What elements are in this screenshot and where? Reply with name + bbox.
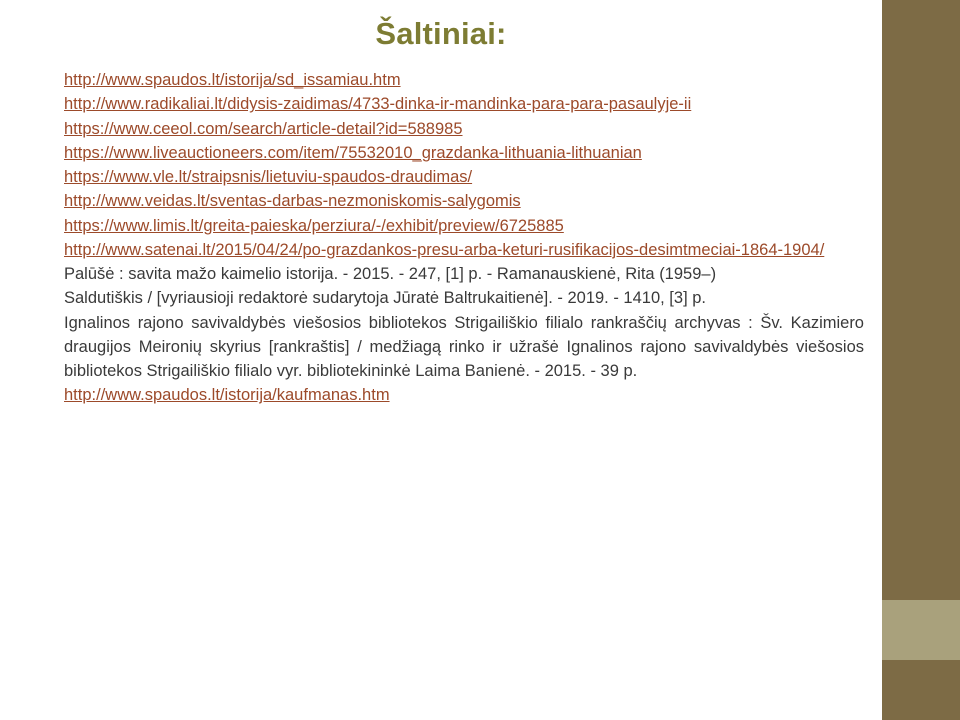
decorative-bar-bottom (882, 660, 960, 720)
reference-item: Saldutiškis / [vyriausioji redaktorė sudarytoja Jūratė Baltrukaitienė]. - 2019. - 1410, [3] p. (64, 289, 706, 308)
page-title: Šaltiniai: (375, 16, 507, 51)
list-item (64, 214, 864, 238)
list-item (64, 92, 864, 116)
list-item (64, 117, 864, 141)
source-link-final[interactable]: http://www.spaudos.lt/istorija/kaufmanas.htm (64, 386, 390, 405)
source-link[interactable]: https://www.liveauctioneers.com/item/75532010_grazdanka-lithuania-lithuanian (64, 143, 642, 162)
source-link[interactable]: http://www.radikaliai.lt/didysis-zaidimas/4733-dinka-ir-mandinka-para-para-pasaulyje-ii (64, 95, 692, 114)
decorative-bar-top (882, 0, 960, 600)
source-link[interactable]: https://www.limis.lt/greita-paieska/perziura/-/exhibit/preview/6725885 (64, 216, 564, 235)
list-item (64, 141, 864, 165)
list-item (64, 189, 864, 213)
list-item (64, 383, 864, 407)
list-item (64, 165, 864, 189)
source-link[interactable]: http://www.satenai.lt/2015/04/24/po-grazdankos-presu-arba-keturi-rusifikacijos-desimtmeciai-1864-1904/ (64, 240, 825, 259)
list-item (64, 238, 864, 262)
source-link[interactable]: http://www.veidas.lt/sventas-darbas-nezmoniskomis-salygomis (64, 192, 521, 211)
decorative-bar-middle (882, 600, 960, 660)
list-item (64, 68, 864, 92)
reference-item: Ignalinos rajono savivaldybės viešosios bibliotekos Strigailiškio filialo rankraščių archyvas : Šv. Kazimiero draugijos Meironių skyrius [rankraštis] / medžiagą rinko ir užrašė Ignalinos rajono savivaldybės viešosios bibliotekos Strigailiškio filialo vyr. bibliotekininkė Laima Banienė. - 2015. - 39 p. (64, 313, 864, 380)
source-link[interactable]: https://www.ceeol.com/search/article-detail?id=588985 (64, 119, 463, 138)
source-link[interactable]: https://www.vle.lt/straipsnis/lietuviu-spaudos-draudimas/ (64, 168, 473, 186)
source-link[interactable]: http://www.spaudos.lt/istorija/sd_issamiau.htm (64, 71, 401, 89)
sources-list (64, 68, 864, 408)
reference-item: Palūšė : savita mažo kaimelio istorija. - 2015. - 247, [1] p. - Ramanauskienė, Rita (1959–) (64, 265, 717, 283)
